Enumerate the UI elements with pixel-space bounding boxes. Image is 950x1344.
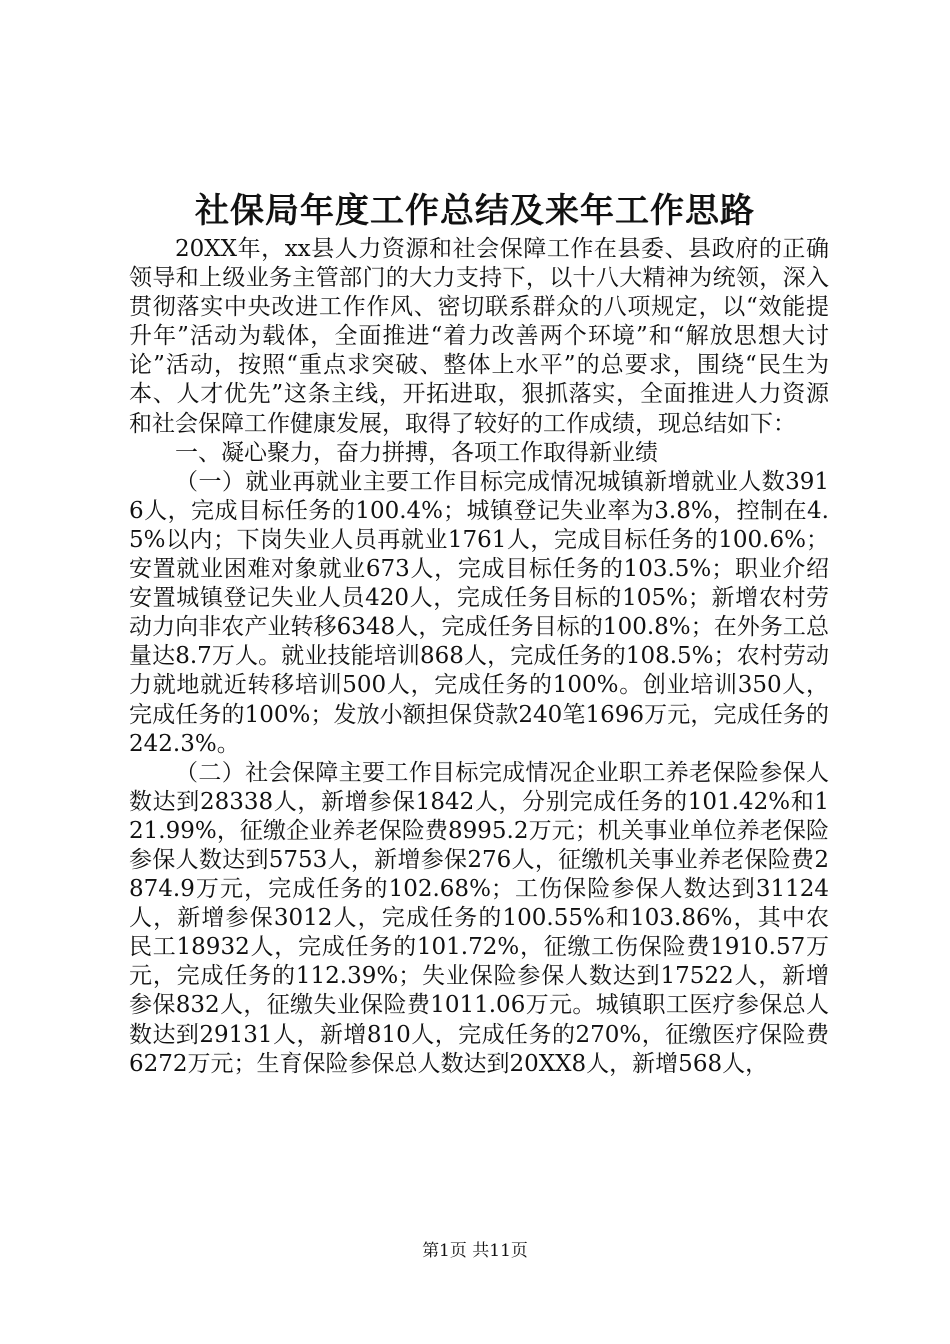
page-number-footer: 第1页 共11页 — [422, 1241, 528, 1261]
employment-paragraph: （一）就业再就业主要工作目标完成情况城镇新增就业人数3916人，完成目标任务的100.4%；城镇登记失业率为3.8%，控制在4.5%以内；下岗失业人员再就业1761人，完成目标任务的100.6%；安置就业困难对象就业673人，完成目标任务的103.5%；职业介绍安置城镇登记失业人员420人，完成任务目标的105%；新增农村劳动力向非农产业转移6348人，完成任务目标的100.8%；在外务工总量达8.7万人。就业技能培训868人，完成任务的108.5%；农村劳动力就地就近转移培训500人，完成任务的100%。创业培训350人，完成任务的100%；发放小额担保贷款240笔1696万元，完成任务的242.3%。 — [129, 468, 829, 757]
intro-paragraph: 20XX年，xx县人力资源和社会保障工作在县委、县政府的正确领导和上级业务主管部门的大力支持下，以十八大精神为统领，深入贯彻落实中央改进工作作风、密切联系群众的八项规定，以“效能提升年”活动为载体，全面推进“着力改善两个环境”和“解放思想大讨论”活动，按照“重点求突破、整体上水平”的总要求，围绕“民生为本、人才优先”这条主线，开拓进取，狠抓落实，全面推进人力资源和社会保障工作健康发展，取得了较好的工作成绩，现总结如下： — [129, 236, 829, 437]
section-heading: 一、凝心聚力，奋力拼搏，各项工作取得新业绩 — [175, 439, 658, 466]
social-security-paragraph: （二）社会保障主要工作目标完成情况企业职工养老保险参保人数达到28338人，新增参保1842人，分别完成任务的101.42%和121.99%，征缴企业养老保险费8995.2万元；机关事业单位养老保险参保人数达到5753人，新增参保276人，征缴机关事业养老保险费2874.9万元，完成任务的102.68%；工伤保险参保人数达到31124人，新增参保3012人，完成任务的100.55%和103.86%，其中农民工18932人，完成任务的101.72%，征缴工伤保险费1910.57万元，完成任务的112.39%；失业保险参保人数达到17522人，新增参保832人，征缴失业保险费1011.06万元。城镇职工医疗参保总人数达到29131人，新增810人，完成任务的270%，征缴医疗保险费6272万元；生育保险参保总人数达到20XX8人，新增568人， — [129, 759, 829, 1077]
document-body — [129, 235, 829, 1079]
page-title: 社保局年度工作总结及来年工作思路 — [195, 191, 755, 231]
